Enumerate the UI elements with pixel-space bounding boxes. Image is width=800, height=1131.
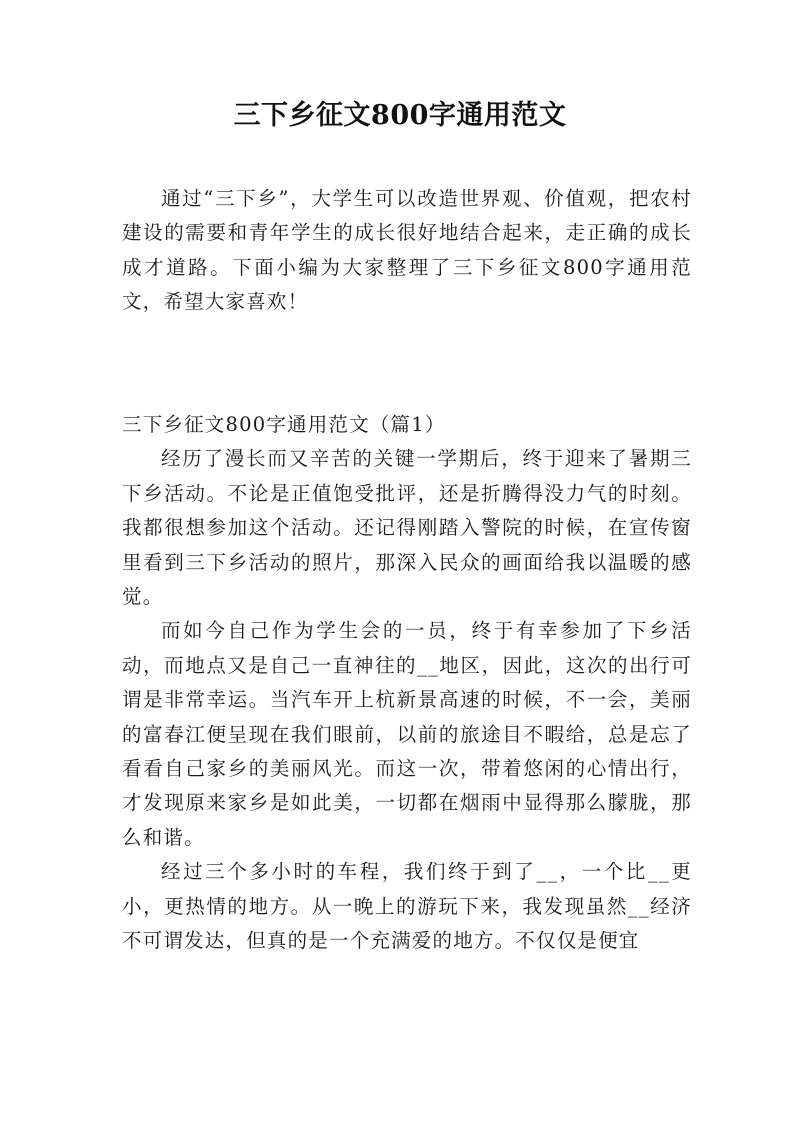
section-heading: 三下乡征文800字通用范文（篇1） xyxy=(122,413,446,436)
intro-block xyxy=(122,182,692,320)
body-paragraph: 经历了漫长而又辛苦的关键一学期后，终于迎来了暑期三下乡活动。不论是正值饱受批评，还是折腾得没力气的时刻。我都很想参加这个活动。还记得刚踏入警院的时候，在宣传窗里看到三下乡活动的照片，那深入民众的画面给我以温暖的感觉。 xyxy=(122,447,692,609)
body-paragraph: 而如今自己作为学生会的一员，终于有幸参加了下乡活动，而地点又是自己一直神往的__地区，因此，这次的出行可谓是非常幸运。当汽车开上杭新景高速的时候，不一会，美丽的富春江便呈现在我们眼前，以前的旅途目不暇给，总是忘了看看自己家乡的美丽风光。而这一次，带着悠闲的心情出行，才发现原来家乡是如此美，一切都在烟雨中显得那么朦胧，那么和谐。 xyxy=(122,619,692,849)
body-paragraph: 经过三个多小时的车程，我们终于到了__，一个比__更小，更热情的地方。从一晚上的游玩下来，我发现虽然__经济不可谓发达，但真的是一个充满爱的地方。不仅仅是便宜 xyxy=(122,860,692,953)
document-title: 三下乡征文800字通用范文 xyxy=(233,100,567,131)
intro-paragraph: 通过“三下乡”，大学生可以改造世界观、价值观，把农村建设的需要和青年学生的成长很好地结合起来，走正确的成长成才道路。下面小编为大家整理了三下乡征文800字通用范文，希望大家喜欢！ xyxy=(122,187,692,314)
section-1 xyxy=(122,408,692,959)
